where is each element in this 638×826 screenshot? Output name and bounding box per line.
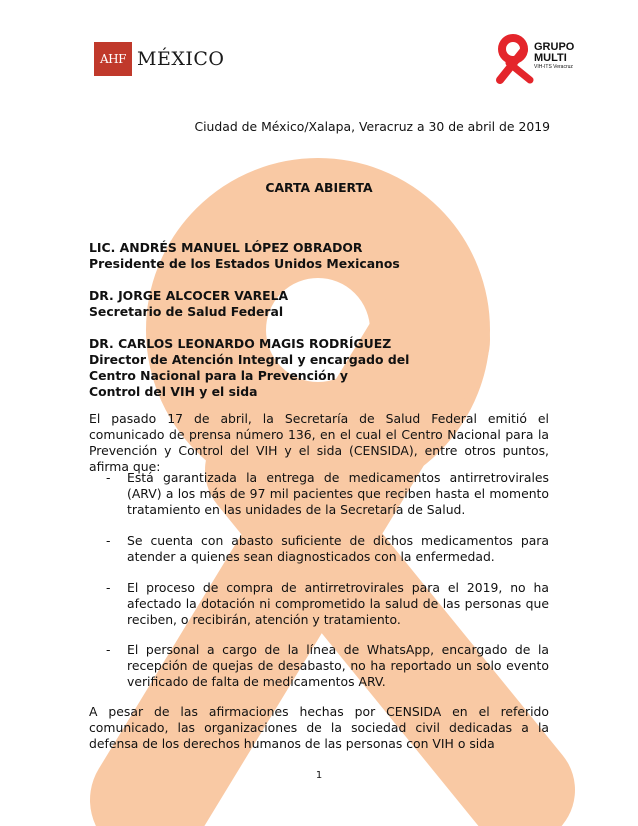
list-item-text: Está garantizada la entrega de medicamentos antirretrovirales (ARV) a los más de 97 mil pacientes que reciben hasta el momento tratamiento en las unidades de la Secretaría de Salud. — [127, 470, 549, 517]
closing-paragraph: A pesar de las afirmaciones hechas por CENSIDA en el referido comunicado, las organizaciones de la sociedad civil dedicadas a la defensa de los derechos humanos de las personas con VIH o sida — [89, 704, 549, 751]
addressee-role: Presidente de los Estados Unidos Mexicanos — [89, 256, 400, 271]
list-item-text: El proceso de compra de antirretrovirales para el 2019, no ha afectado la dotación ni comprometido la salud de las personas que reciben, o recibirán, atención y tratamiento. — [127, 580, 549, 627]
addressee-name: LIC. ANDRÉS MANUEL LÓPEZ OBRADOR — [89, 240, 363, 255]
page-number: 1 — [315, 770, 323, 781]
date-line: Ciudad de México/Xalapa, Veracruz a 30 de abril de 2019 — [194, 119, 550, 134]
grupo-multi-ribbon-icon — [492, 30, 536, 86]
list-item-text: Se cuenta con abasto suficiente de dichos medicamentos para atender a quienes sean diagnosticados con la enfermedad. — [127, 533, 549, 564]
addressee-role-line: Director de Atención Integral y encargado del — [89, 352, 410, 367]
list-item-text: El personal a cargo de la línea de WhatsApp, encargado de la recepción de quejas de desabasto, no ha reportado un solo evento verificado de falta de medicamentos ARV. — [127, 642, 549, 689]
grupo-multi-logo-line2: MULTI — [534, 52, 567, 64]
addressee-role-line: Centro Nacional para la Prevención y — [89, 368, 348, 383]
addressee-role-line: Control del VIH y el sida — [89, 384, 258, 399]
addressee-block — [89, 336, 559, 400]
addressee-name: DR. JORGE ALCOCER VARELA — [89, 288, 289, 303]
bullet-marker: - — [106, 470, 111, 485]
grupo-multi-logo-line3: VIH-ITS Veracruz — [534, 64, 573, 70]
addressee-block — [89, 288, 559, 320]
bullet-marker: - — [106, 533, 111, 548]
intro-paragraph: El pasado 17 de abril, la Secretaría de Salud Federal emitió el comunicado de prensa número 136, en el cual el Centro Nacional para la Prevención y Control del VIH y el sida (CENSIDA), entre otros puntos, afirma que: — [89, 411, 549, 474]
list-item — [106, 470, 549, 518]
addressee-name: DR. CARLOS LEONARDO MAGIS RODRÍGUEZ — [89, 336, 392, 351]
letter-title: CARTA ABIERTA — [265, 180, 373, 195]
grupo-multi-logo — [492, 30, 592, 86]
ahf-mexico-logo — [94, 42, 224, 76]
addressee-role: Secretario de Salud Federal — [89, 304, 284, 319]
list-item — [106, 580, 549, 628]
list-item — [106, 642, 549, 690]
addressee-block — [89, 240, 559, 272]
bullet-marker: - — [106, 642, 111, 657]
list-item — [106, 533, 549, 565]
ahf-logo-word: MÉXICO — [137, 48, 225, 70]
bullet-marker: - — [106, 580, 111, 595]
ahf-logo-mark: AHF — [94, 42, 132, 76]
grupo-multi-logo-line1: GRUPO — [534, 41, 575, 53]
